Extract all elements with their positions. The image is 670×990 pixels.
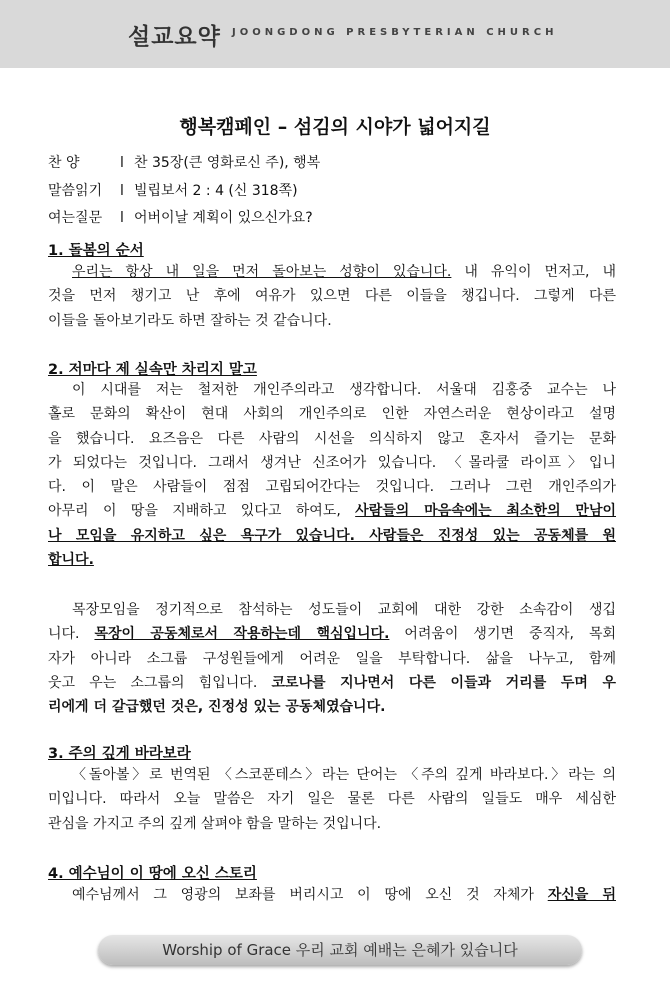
emphasis-text: 자신을 뒤 [547,887,616,903]
meta-sep: l [120,155,124,171]
meta-row-reading [48,180,298,200]
text-line [48,671,616,695]
emphasis-text: 목장이 공동체로서 작용하는데 핵심입니다. [94,626,390,643]
text-line: 것을 먼저 챙기고 난 후에 여유가 있으면 다른 이들을 챙깁니다. 그렇게 다른 [48,288,616,305]
text-line [48,883,616,907]
section-1-body [48,260,616,333]
meta-value: 빌립보서 2 : 4 (신 318쪽) [134,183,298,199]
text-line: 다. 이 말은 사람들이 점점 고립되어간다는 것입니다. 그러나 그런 개인주의가 [48,479,616,496]
text-line: 이 시대를 저는 철저한 개인주의라고 생각합니다. 서울대 김홍중 교수는 나 [72,382,616,398]
section-2-title: 2. 저마다 제 실속만 차리지 말고 [48,362,257,378]
text-run: 내 유익이 먼저고, 내 [451,264,616,280]
sermon-title: 행복캠페인 – 섬김의 시야가 넓어지길 [179,116,491,138]
section-4-title: 4. 예수님이 이 땅에 오신 스토리 [48,866,257,882]
emphasis-line: 나 모임을 유지하고 싶은 욕구가 있습니다. 사람들은 진정성 있는 공동체를 원 [48,527,616,544]
meta-sep: l [120,210,124,226]
church-name: JOONGDONG PRESBYTERIAN CHURCH [232,27,558,38]
text-line: 가 되었다는 것입니다. 그래서 생겨난 신조어가 있습니다. 〈몰라쿨 라이프〉입니 [48,454,616,471]
text-run: 니다. [48,626,95,643]
section-3-body [48,763,616,836]
meta-value: 어버이날 계획이 있으신가요? [134,210,313,226]
header-banner [0,0,670,68]
emphasis-text: 사람들의 마음속에는 최소한의 만남이 [355,503,616,520]
text-line: 홀로 문화의 확산이 현대 사회의 개인주의로 인한 자연스러운 현상이라고 설명 [48,406,616,423]
text-line: 목장모임을 정기적으로 참석하는 성도들이 교회에 대한 강한 소속감이 생깁 [72,602,616,618]
meta-row-question [48,207,313,227]
text-run: 예수님께서 그 영광의 보좌를 버리시고 이 땅에 오신 것 자체가 [72,887,548,903]
text-run: 아무리 이 땅을 지배하고 있다고 하여도, [48,503,356,520]
section-2-body-2 [48,598,616,719]
bold-line: 리에게 더 갈급했던 것은, 진정성 있는 공동체였습니다. [48,699,386,716]
text-line: 을 했습니다. 요즈음은 다른 사람의 시선을 의식하지 않고 혼자서 즐기는 문화 [48,430,616,447]
text-line [48,622,616,646]
text-line: 자가 아니라 소그룹 구성원들에게 어려운 일을 부탁합니다. 삶을 나누고, 함께 [48,650,616,667]
text-line: 관심을 가지고 주의 깊게 살펴야 함을 말하는 것입니다. [48,815,382,832]
meta-key: 말씀읽기 [48,183,103,199]
text-run: 어려움이 생기면 중직자, 목회 [389,626,616,643]
header-title: 설교요약 [128,24,221,50]
underlined-text: 우리는 항상 내 일을 먼저 돌아보는 성향이 있습니다. [72,264,452,280]
meta-key: 여는질문 [48,210,103,226]
emphasis-line: 합니다. [48,552,94,569]
text-line: 〈돌아볼〉로 번역된 〈스코푼테스〉라는 단어는 〈주의 깊게 바라보다.〉라는 의 [72,767,616,783]
text-line [48,260,616,284]
meta-value: 찬 35장(큰 영화로신 주), 행복 [134,155,321,171]
text-line [48,499,616,523]
section-3-title: 3. 주의 깊게 바라보라 [48,746,191,762]
text-line: 이들을 돌아보기라도 하면 잘하는 것 같습니다. [48,312,332,329]
meta-key: 찬 양 [48,155,80,171]
meta-row-hymn [48,152,320,172]
bold-text: 코로나를 지나면서 다른 이들과 거리를 두며 우 [271,674,617,691]
footer-banner: Worship of Grace 우리 교회 예배는 은혜가 있습니다 [98,935,582,965]
text-line: 미입니다. 따라서 오늘 말씀은 자기 일은 물론 다른 사람의 일들도 매우 세심한 [48,791,616,808]
section-4-body [48,883,616,907]
meta-sep: l [120,183,124,199]
section-1-title: 1. 돌봄의 순서 [48,243,144,259]
section-2-body-1 [48,378,616,572]
text-run: 웃고 우는 소그룹의 힘입니다. [48,674,272,691]
